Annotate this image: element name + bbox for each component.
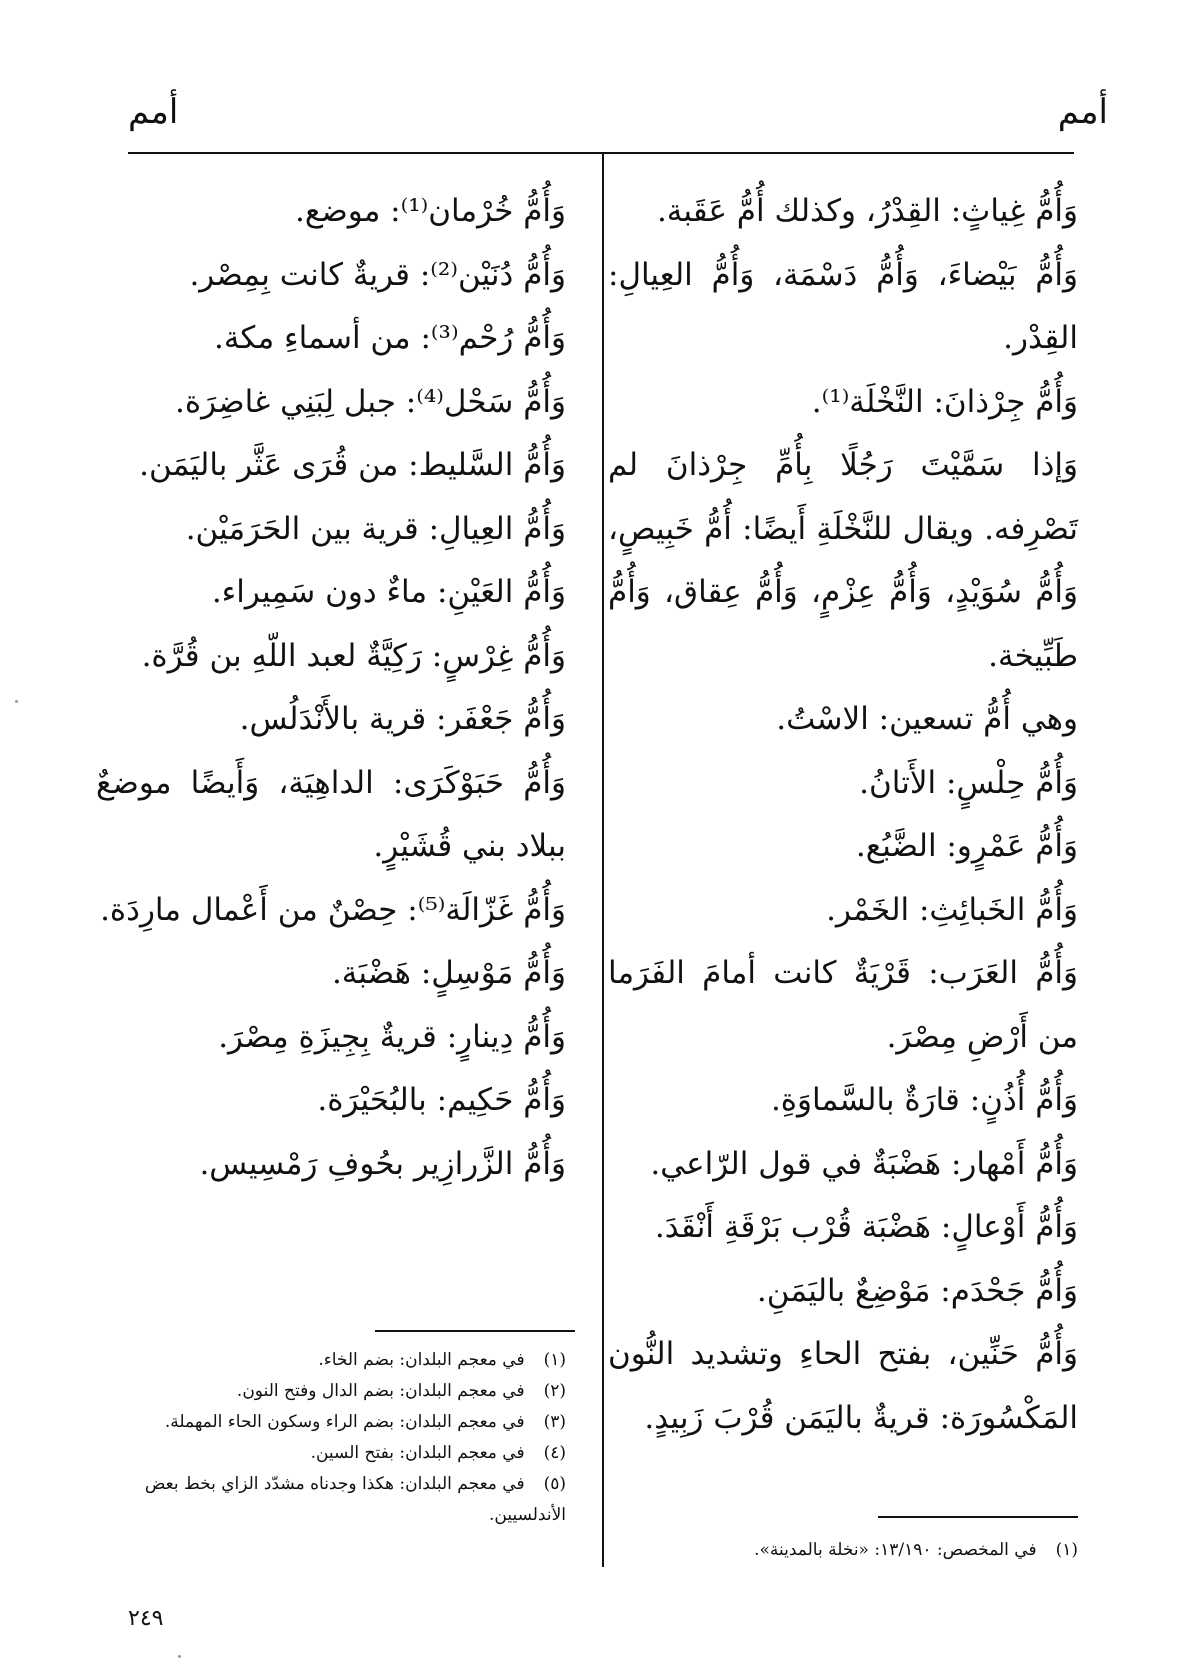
dictionary-entry: وَأُمُّ خُرْمان⁽¹⁾: موضع. xyxy=(295,193,566,229)
scan-speck xyxy=(15,700,18,703)
dictionary-entry: وَأُمُّ غِرْسٍ: رَكِيَّةٌ لعبد اللّهِ بن قُرَّة. xyxy=(141,637,566,674)
dictionary-entry: وَأُمُّ مَوْسِلٍ: هَضْبَة. xyxy=(331,955,566,991)
dictionary-entry: وَأُمُّ سَحْل⁽⁴⁾: جبل لِبَنِي غاضِرَة. xyxy=(175,383,566,420)
footnote-rule-right xyxy=(878,1516,1078,1518)
dictionary-entry: وَأُمُّ جَحْدَم: مَوْضِعٌ باليَمَنِ. xyxy=(756,1272,1078,1309)
running-header-right: أمم xyxy=(1057,92,1108,132)
footnote-number: (١) xyxy=(543,1350,566,1370)
footnote-rule-left xyxy=(375,1330,575,1332)
dictionary-entry: وَأُمُّ العَرَب: قَرْيَةٌ كانت أمامَ الفَرَما من أَرْضِ مِصْرَ. xyxy=(608,955,1078,1055)
dictionary-entry: وَأُمُّ حِلْسٍ: الأَتانُ. xyxy=(859,764,1078,801)
footnote xyxy=(96,1376,566,1407)
footnote xyxy=(96,1438,566,1469)
footnote xyxy=(608,1535,1078,1566)
dictionary-entry: وَأُمُّ حَكِيم: بالبُحَيْرَة. xyxy=(317,1082,566,1118)
dictionary-entry: وَأُمُّ رُحْم⁽³⁾: من أسماءِ مكة. xyxy=(213,320,566,356)
dictionary-entry: وَأُمُّ الزَّرازِير بحُوفِ رَمْسِيس. xyxy=(199,1145,566,1182)
dictionary-entry: وَأُمُّ حَنِّين، بفتح الحاءِ وتشديد النُّون المَكْسُورَة: قريةٌ باليَمَن قُرْبَ زَبِيدٍ. xyxy=(608,1336,1078,1436)
dictionary-entry: وَأُمُّ حَبَوْكَرَى: الداهِيَة، وَأَيضًا موضعٌ ببلاد بني قُشَيْرٍ. xyxy=(96,764,566,864)
dictionary-entry: وَأُمُّ أُذُنٍ: قارَةٌ بالسَّماوَةِ. xyxy=(770,1082,1078,1118)
dictionary-entry: وَأُمُّ أَوْعالٍ: هَضْبَة قُرْب بَرْقَةِ أَنْقَدَ. xyxy=(654,1209,1078,1245)
dictionary-entry: وَأُمُّ غَزّالَة⁽⁵⁾: حِصْنٌ من أَعْمال مارِدَة. xyxy=(100,891,566,928)
dictionary-entry: وَأُمُّ عَمْرٍو: الضَّبُع. xyxy=(855,828,1078,864)
dictionary-entry: وَأُمُّ أَمْهار: هَضْبَةٌ في قول الرّاعي. xyxy=(650,1145,1078,1182)
dictionary-entry: وَأُمُّ الخَبائِثِ: الخَمْر. xyxy=(826,891,1078,928)
footnotes-left xyxy=(96,1345,566,1531)
footnote xyxy=(96,1469,566,1531)
footnote-number: (٥) xyxy=(543,1474,566,1494)
footnote-number: (٤) xyxy=(543,1443,566,1463)
footnote-text: في معجم البلدان: بضم الدال وفتح النون. xyxy=(236,1381,525,1401)
left-column xyxy=(96,180,566,1196)
right-column xyxy=(608,180,1078,1450)
scan-speck xyxy=(178,1655,181,1658)
footnote-text: في المخصص: ١٣/١٩٠: «نخلة بالمدينة». xyxy=(754,1540,1037,1560)
dictionary-entry: وَأُمُّ دِينارٍ: قريةٌ بِجِيزَةِ مِصْرَ. xyxy=(218,1018,566,1055)
footnote-text: في معجم البلدان: هكذا وجدناه مشدّد الزاي بخط بعض الأندلسيين. xyxy=(144,1474,566,1525)
footnote-text: في معجم البلدان: بضم الخاء. xyxy=(318,1350,525,1370)
footnotes-right xyxy=(608,1535,1078,1566)
dictionary-entry: وَإذا سَمَّيْتَ رَجُلًا بِأُمِّ جِرْذانَ لم تَصْرِفه. ويقال للنَّخْلَةِ أَيضًا: أُمُّ خَبِيصٍ، وَأُمُّ سُوَيْدٍ، وَأُمُّ عِزْمٍ، وَأُمُّ عِقاق، وَأُمُّ طَبِّيخة. xyxy=(608,447,1078,674)
footnote xyxy=(96,1345,566,1376)
dictionary-entry: وَأُمُّ دُنَيْن⁽²⁾: قريةٌ كانت بِمِصْر. xyxy=(189,256,566,293)
footnote-number: (٢) xyxy=(543,1381,566,1401)
footnote-number: (١) xyxy=(1055,1540,1078,1560)
running-header-left: أمم xyxy=(128,92,179,132)
footnote xyxy=(96,1407,566,1438)
page-number: ٢٤٩ xyxy=(128,1606,164,1631)
footnote-text: في معجم البلدان: بضم الراء وسكون الحاء المهملة. xyxy=(164,1412,525,1432)
dictionary-entry: وَأُمُّ غِياثٍ: القِدْرُ، وكذلك أُمُّ عَقَبة. xyxy=(656,193,1078,229)
dictionary-entry: وَأُمُّ العِيالِ: قرية بين الحَرَمَيْن. xyxy=(185,510,566,547)
header-rule xyxy=(128,152,1074,154)
dictionary-entry: وَأُمُّ العَيْنِ: ماءٌ دون سَمِيراء. xyxy=(211,574,566,610)
dictionary-entry: وهي أُمُّ تسعين: الاسْتُ. xyxy=(776,701,1078,737)
footnote-text: في معجم البلدان: بفتح السين. xyxy=(310,1443,525,1463)
dictionary-entry: وَأُمُّ جَعْفَر: قرية بالأَنْدَلُس. xyxy=(239,701,566,737)
column-divider xyxy=(602,152,604,1567)
footnote-number: (٣) xyxy=(543,1412,566,1432)
dictionary-entry: وَأُمُّ بَيْضاءَ، وَأُمُّ دَسْمَة، وَأُمُّ العِيالِ: القِدْر. xyxy=(608,256,1078,356)
dictionary-entry: وَأُمُّ السَّليط: من قُرَى عَثَّر باليَمَن. xyxy=(139,447,566,483)
dictionary-entry: وَأُمُّ جِرْذانَ: النَّخْلَة⁽¹⁾. xyxy=(811,383,1078,420)
